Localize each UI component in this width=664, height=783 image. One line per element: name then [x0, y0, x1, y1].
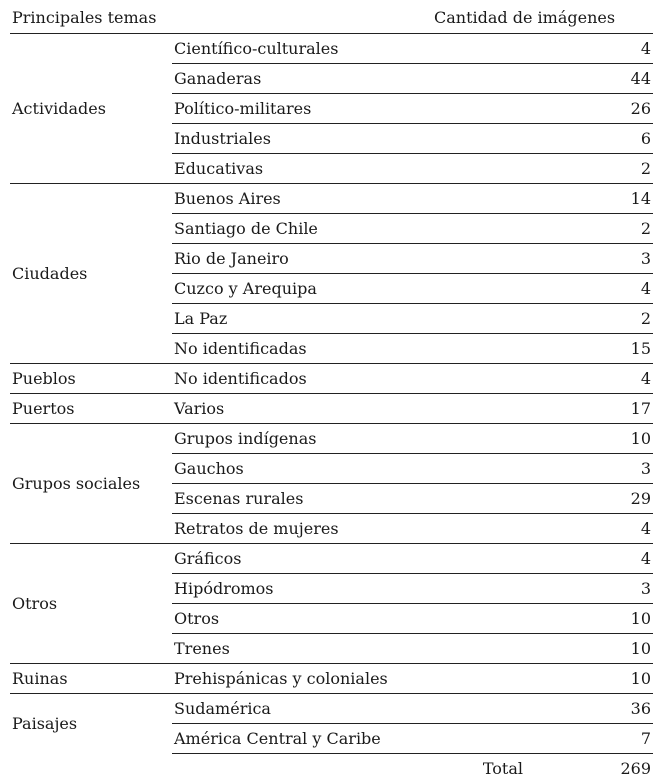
- table-row: [10, 664, 653, 694]
- category-label: Ruinas: [10, 664, 172, 694]
- table-row: [10, 34, 653, 64]
- image-count: 44: [531, 64, 653, 94]
- image-count: 2: [531, 154, 653, 184]
- image-count: 14: [531, 184, 653, 214]
- category-label: Pueblos: [10, 364, 172, 394]
- header-image-count: Cantidad de imágenes: [434, 8, 615, 27]
- subtopic-label: La Paz: [172, 304, 531, 334]
- image-count: 4: [531, 34, 653, 64]
- image-count: 7: [531, 724, 653, 754]
- table-row: [10, 364, 653, 394]
- image-count: 4: [531, 514, 653, 544]
- subtopic-label: Prehispánicas y coloniales: [172, 664, 531, 694]
- table-row: [10, 424, 653, 454]
- image-count: 4: [531, 274, 653, 304]
- subtopic-label: No identificados: [172, 364, 531, 394]
- subtopic-label: Retratos de mujeres: [172, 514, 531, 544]
- table-header: [0, 0, 664, 34]
- category-label: Actividades: [10, 34, 172, 184]
- subtopic-label: Cuzco y Arequipa: [172, 274, 531, 304]
- subtopic-label: Otros: [172, 604, 531, 634]
- subtopic-label: Político-militares: [172, 94, 531, 124]
- image-count: 10: [531, 634, 653, 664]
- image-count: 2: [531, 214, 653, 244]
- image-count: 2: [531, 304, 653, 334]
- category-label: Ciudades: [10, 184, 172, 364]
- image-count: 10: [531, 604, 653, 634]
- total-label: Total: [172, 754, 531, 783]
- category-label: Paisajes: [10, 694, 172, 754]
- image-count: 15: [531, 334, 653, 364]
- subtopic-label: América Central y Caribe: [172, 724, 531, 754]
- subtopic-label: Buenos Aires: [172, 184, 531, 214]
- subtopic-label: Rio de Janeiro: [172, 244, 531, 274]
- subtopic-label: No identificadas: [172, 334, 531, 364]
- subtopic-label: Gráficos: [172, 544, 531, 574]
- table-row: [10, 544, 653, 574]
- subtopic-label: Trenes: [172, 634, 531, 664]
- table-row: [10, 184, 653, 214]
- total-spacer: [10, 754, 172, 783]
- image-count: 10: [531, 424, 653, 454]
- subtopic-label: Escenas rurales: [172, 484, 531, 514]
- image-count: 6: [531, 124, 653, 154]
- header-themes: Principales temas: [12, 8, 156, 27]
- image-count: 3: [531, 454, 653, 484]
- table-row: [10, 694, 653, 724]
- subtopic-label: Industriales: [172, 124, 531, 154]
- category-label: Grupos sociales: [10, 424, 172, 544]
- image-count: 26: [531, 94, 653, 124]
- subtopic-label: Grupos indígenas: [172, 424, 531, 454]
- image-count: 29: [531, 484, 653, 514]
- subtopic-label: Hipódromos: [172, 574, 531, 604]
- image-count: 4: [531, 364, 653, 394]
- subtopic-label: Educativas: [172, 154, 531, 184]
- subtopic-label: Varios: [172, 394, 531, 424]
- subtopic-label: Ganaderas: [172, 64, 531, 94]
- image-count: 17: [531, 394, 653, 424]
- category-label: Puertos: [10, 394, 172, 424]
- image-count: 3: [531, 244, 653, 274]
- image-count: 10: [531, 664, 653, 694]
- image-count: 3: [531, 574, 653, 604]
- category-label: Otros: [10, 544, 172, 664]
- total-row: [10, 754, 653, 783]
- image-count: 4: [531, 544, 653, 574]
- total-count: 269: [531, 754, 653, 783]
- subtopic-label: Santiago de Chile: [172, 214, 531, 244]
- subtopic-label: Gauchos: [172, 454, 531, 484]
- image-count: 36: [531, 694, 653, 724]
- themes-body: [10, 33, 653, 783]
- table-row: [10, 394, 653, 424]
- subtopic-label: Científico-culturales: [172, 34, 531, 64]
- subtopic-label: Sudamérica: [172, 694, 531, 724]
